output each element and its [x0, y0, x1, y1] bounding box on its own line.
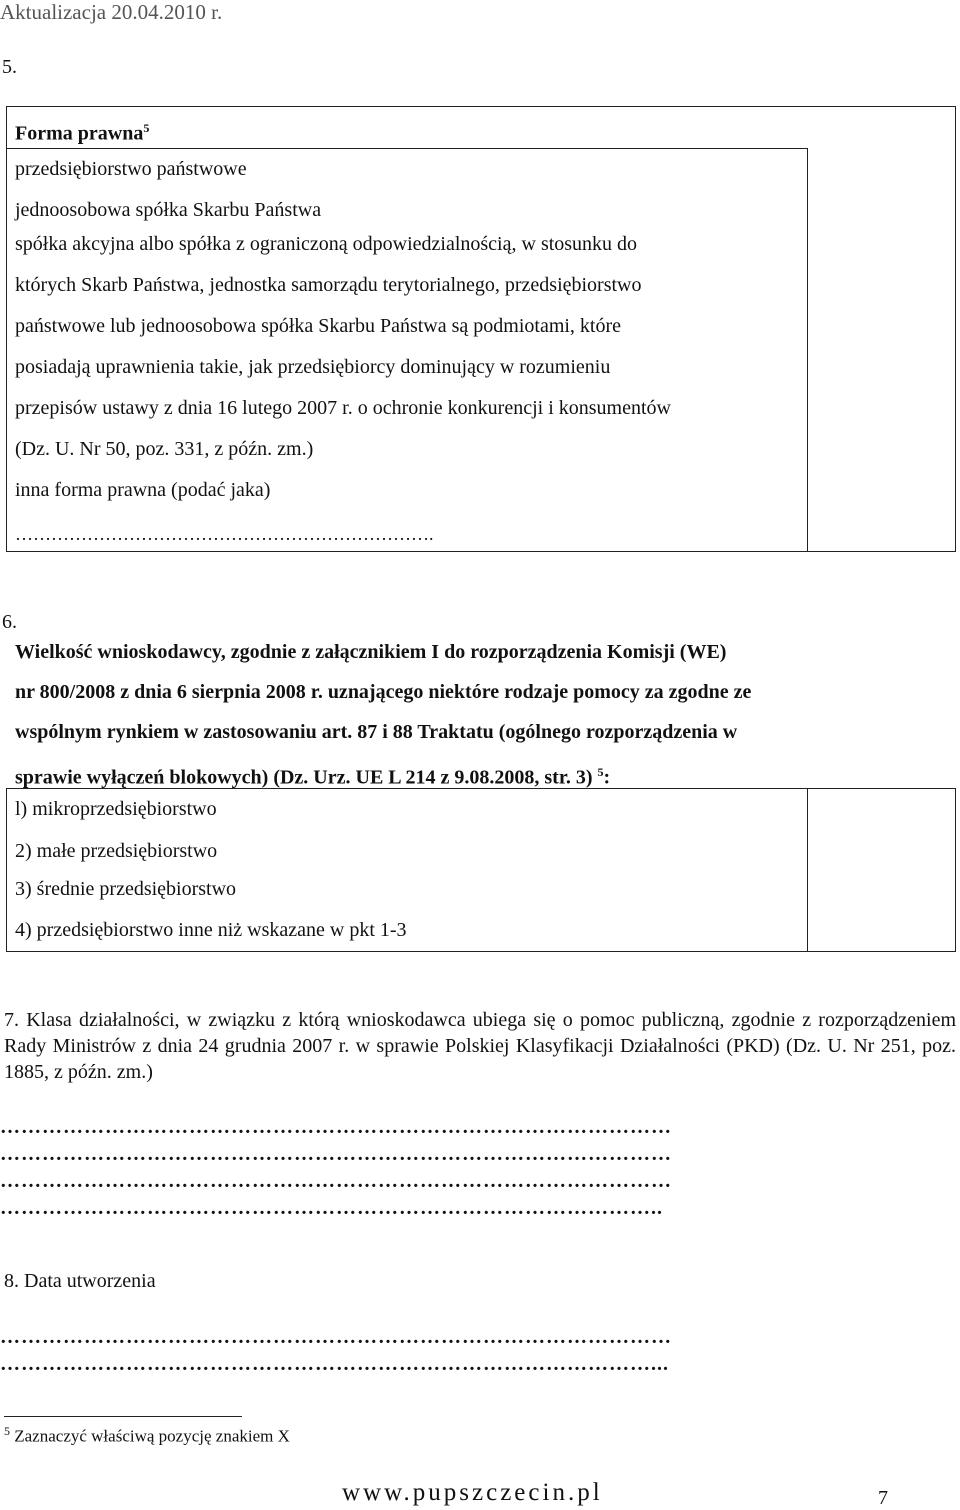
legal-form-option-3-line-1[interactable]: spółka akcyjna albo spółka z ograniczoną odpowiedzialnością, w stosunku do: [15, 233, 638, 255]
update-date: Aktualizacja 20.04.2010 r.: [0, 0, 223, 24]
size-option-medium[interactable]: 3) średnie przedsiębiorstwo: [15, 878, 237, 900]
legal-form-option-3-line-4: posiadają uprawnienia takie, jak przedsiębiorcy dominujący w rozumieniu: [15, 356, 611, 378]
legal-form-option-2[interactable]: jednoosobowa spółka Skarbu Państwa: [15, 199, 322, 221]
date-fill-line-2[interactable]: …………………………………………………………………………………...: [0, 1353, 669, 1375]
section-6-title-line-2: nr 800/2008 z dnia 6 sierpnia 2008 r. uznającego niektóre rodzaje pomocy za zgodne ze: [15, 681, 752, 703]
footer-website[interactable]: www.pupszczecin.pl: [342, 1479, 603, 1506]
page-number: 7: [878, 1487, 888, 1509]
pkd-fill-line-4[interactable]: …………………………………………………………………………………..: [0, 1197, 663, 1219]
section-6-title-line-4: sprawie wyłączeń blokowych) (Dz. Urz. UE L 214 z 9.08.2008, str. 3) $^5$:: [15, 765, 611, 789]
checkbox-column-divider: [807, 148, 808, 552]
section-5-number: 5.: [2, 56, 17, 78]
other-form-fill-line[interactable]: …………………………………………………………….: [15, 524, 434, 544]
legal-form-option-3-line-2: których Skarb Państwa, jednostka samorządu terytorialnego, przedsiębiorstwo: [15, 274, 642, 296]
section-8-title: 8. Data utworzenia: [4, 1270, 156, 1292]
section-6-number: 6.: [2, 611, 17, 633]
legal-form-option-4[interactable]: inna forma prawna (podać jaka): [15, 479, 271, 501]
section-6-title-line-1: Wielkość wnioskodawcy, zgodnie z załącznikiem I do rozporządzenia Komisji (WE): [15, 641, 727, 663]
footnote: $^5$ Zaznaczyć właściwą pozycję znakiem X: [4, 1424, 290, 1446]
legal-form-option-3-line-6: (Dz. U. Nr 50, poz. 331, z późn. zm.): [15, 438, 314, 460]
size-option-micro[interactable]: l) mikroprzedsiębiorstwo: [15, 798, 217, 820]
pkd-fill-line-2[interactable]: ……………………………………………………………………………………: [0, 1143, 672, 1165]
footnote-divider: [4, 1416, 242, 1417]
legal-form-option-3-line-3: państwowe lub jednoosobowa spółka Skarbu Państwa są podmiotami, które: [15, 315, 622, 337]
pkd-fill-line-1[interactable]: ……………………………………………………………………………………: [0, 1116, 672, 1138]
section-6-title-line-3: wspólnym rynkiem w zastosowaniu art. 87 i 88 Traktatu (ogólnego rozporządzenia w: [15, 721, 738, 743]
size-checkbox-column-divider: [807, 788, 808, 952]
section-7-text: 7. Klasa działalności, w związku z którą wnioskodawca ubiega się o pomoc publiczną, zgodnie z rozporządzeniem Rady Ministrów z dnia 24 grudnia 2007 r. w sprawie Polskiej Klasyfikacji Działalności (PKD) (Dz. U. Nr 251, poz. 1885, z późn. zm.): [4, 1009, 956, 1083]
legal-form-option-3-line-5: przepisów ustawy z dnia 16 lutego 2007 r. o ochronie konkurencji i konsumentów: [15, 397, 671, 419]
legal-form-option-1[interactable]: przedsiębiorstwo państwowe: [15, 158, 247, 180]
section-5-title: Forma prawna$^5$: [15, 121, 150, 145]
date-fill-line-1[interactable]: ……………………………………………………………………………………: [0, 1326, 672, 1348]
size-option-other[interactable]: 4) przedsiębiorstwo inne niż wskazane w pkt 1-3: [15, 919, 407, 941]
size-option-small[interactable]: 2) małe przedsiębiorstwo: [15, 840, 218, 862]
pkd-fill-line-3[interactable]: ……………………………………………………………………………………: [0, 1170, 672, 1192]
